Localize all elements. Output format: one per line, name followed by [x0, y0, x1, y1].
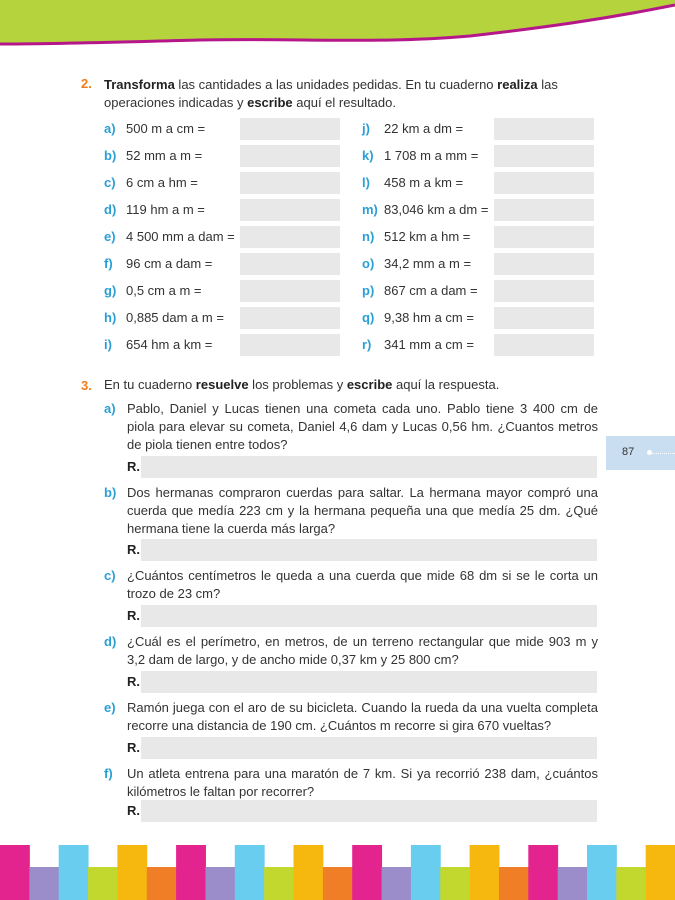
instruction-text: operaciones indicadas y — [104, 95, 248, 110]
footer-stripe — [29, 867, 59, 900]
footer-stripe — [528, 845, 558, 900]
footer-stripe — [440, 867, 470, 900]
answer-line-d[interactable]: R. — [127, 671, 597, 693]
footer-stripe — [616, 867, 646, 900]
answer-line-e[interactable]: R. — [127, 737, 597, 759]
conversion-item: a) 500 m a cm = — [104, 121, 206, 136]
conversion-item: h) 0,885 dam a m = — [104, 310, 224, 325]
answer-box[interactable] — [240, 253, 340, 275]
conversion-item: g) 0,5 cm a m = — [104, 283, 202, 298]
problem-e: e) Ramón juega con el aro de su bicicleta. Cuando la rueda da una vuelta completa recorre una distancia de 190 cm. ¿Cuántos m recorre si gira 670 vueltas? — [104, 700, 598, 733]
answer-line-c[interactable]: R. — [127, 605, 597, 627]
footer-stripe — [147, 867, 177, 900]
answer-box[interactable] — [240, 226, 340, 248]
verb-resuelve: resuelve — [195, 377, 249, 392]
conversion-item: p) 867 cm a dam = — [362, 283, 478, 298]
footer-stripe — [411, 845, 441, 900]
answer-box[interactable] — [494, 280, 594, 302]
problem-a: a) Pablo, Daniel y Lucas tienen una cometa cada uno. Pablo tiene 3 400 cm de piola para elevar su cometa, Daniel 4,6 dam y Lucas 0,56 hm. ¿Cuantos metros de piola tienen entre todos? — [104, 401, 598, 452]
dotted-line — [650, 453, 675, 454]
verb-transforma: Transforma — [104, 77, 175, 92]
footer-stripe — [176, 845, 206, 900]
footer-stripe — [382, 867, 412, 900]
answer-field — [141, 456, 597, 478]
conversion-item: m) 83,046 km a dm = — [362, 202, 489, 217]
instruction-text: los problemas y — [248, 377, 347, 392]
footer-stripe — [558, 867, 588, 900]
footer-stripe — [352, 845, 382, 900]
answer-box[interactable] — [240, 145, 340, 167]
footer-stripe — [117, 845, 147, 900]
answer-field — [141, 800, 597, 822]
answer-box[interactable] — [494, 172, 594, 194]
answer-box[interactable] — [240, 307, 340, 329]
instruction-text: aquí el resultado. — [292, 95, 396, 110]
footer-stripe — [235, 845, 265, 900]
footer-stripe — [323, 867, 353, 900]
answer-field — [141, 539, 597, 561]
instruction-text: las — [537, 77, 558, 92]
conversion-item: o) 34,2 mm a m = — [362, 256, 472, 271]
conversion-item: n) 512 km a hm = — [362, 229, 471, 244]
exercise-3-number: 3. — [81, 378, 92, 393]
conversion-item: r) 341 mm a cm = — [362, 337, 474, 352]
footer-stripe — [470, 845, 500, 900]
answer-box[interactable] — [494, 199, 594, 221]
conversion-item: f) 96 cm a dam = — [104, 256, 213, 271]
conversion-item: c) 6 cm a hm = — [104, 175, 198, 190]
conversion-item: d) 119 hm a m = — [104, 202, 205, 217]
footer-stripe — [646, 845, 675, 900]
answer-line-a[interactable]: R. — [127, 456, 597, 478]
answer-box[interactable] — [240, 280, 340, 302]
problem-f: f) Un atleta entrena para una maratón de 7 km. Si ya recorrió 238 dam, ¿cuántos kilómetros le faltan por recorrer? — [104, 766, 598, 799]
page-number-tab — [606, 436, 675, 470]
page-number: 87 — [622, 446, 635, 458]
problem-b: b) Dos hermanas compraron cuerdas para saltar. La hermana mayor compró una cuerda que medía 223 cm y la hermana pequeña una que medía 25 dm. ¿Qué hermana tiene la cuerda más larga? — [104, 485, 598, 536]
answer-box[interactable] — [240, 118, 340, 140]
exercise-3-instruction — [104, 376, 604, 394]
conversion-item: q) 9,38 hm a cm = — [362, 310, 474, 325]
answer-box[interactable] — [494, 334, 594, 356]
footer-stripe — [587, 845, 617, 900]
footer-stripe — [499, 867, 529, 900]
answer-box[interactable] — [494, 145, 594, 167]
conversion-item: l) 458 m a km = — [362, 175, 464, 190]
answer-box[interactable] — [494, 307, 594, 329]
footer-stripe — [205, 867, 235, 900]
answer-box[interactable] — [494, 253, 594, 275]
instruction-text: aquí la respuesta. — [392, 377, 500, 392]
footer-stripe — [59, 845, 89, 900]
instruction-text: las cantidades a las unidades pedidas. En tu cuaderno — [174, 77, 498, 92]
answer-field — [141, 737, 597, 759]
conversion-item: k) 1 708 m a mm = — [362, 148, 479, 163]
footer-stripe — [0, 845, 30, 900]
footer-stripe — [294, 845, 324, 900]
exercise-2-instruction — [104, 76, 604, 112]
verb-realiza: realiza — [497, 77, 538, 92]
verb-escribe: escribe — [346, 377, 393, 392]
conversion-item: e) 4 500 mm a dam = — [104, 229, 235, 244]
answer-box[interactable] — [240, 334, 340, 356]
answer-field — [141, 671, 597, 693]
answer-line-f[interactable]: R. — [127, 800, 597, 822]
conversion-item: i) 654 hm a km = — [104, 337, 213, 352]
answer-box[interactable] — [494, 118, 594, 140]
answer-box[interactable] — [240, 199, 340, 221]
instruction-text: En tu cuaderno — [104, 377, 196, 392]
footer-stripes — [0, 845, 675, 900]
footer-stripe — [88, 867, 118, 900]
header-banner — [0, 0, 675, 70]
problem-c: c) ¿Cuántos centímetros le queda a una cuerda que mide 68 dm si se le corta un trozo de 23 cm? — [104, 568, 598, 601]
answer-box[interactable] — [240, 172, 340, 194]
answer-field — [141, 605, 597, 627]
answer-box[interactable] — [494, 226, 594, 248]
exercise-2-number: 2. — [81, 76, 92, 91]
answer-line-b[interactable]: R. — [127, 539, 597, 561]
conversion-item: b) 52 mm a m = — [104, 148, 203, 163]
problem-d: d) ¿Cuál es el perímetro, en metros, de un terreno rectangular que mide 903 m y 3,2 dam de largo, y de ancho mide 0,37 km y 25 800 cm? — [104, 634, 598, 667]
footer-stripe — [264, 867, 294, 900]
conversion-item: j) 22 km a dm = — [362, 121, 464, 136]
verb-escribe: escribe — [247, 95, 293, 110]
